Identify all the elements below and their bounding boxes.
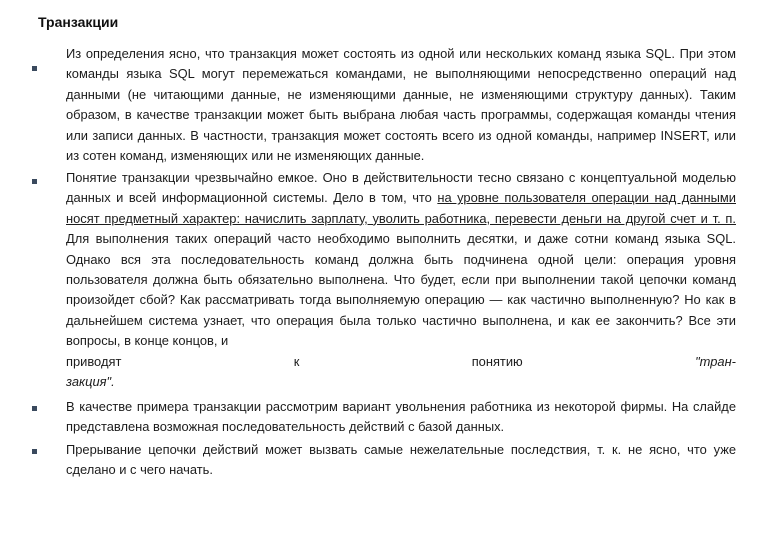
bullet-marker-icon (32, 179, 37, 184)
spread-word: к (293, 353, 300, 369)
bullet-marker-icon (32, 66, 37, 71)
bullet-marker-icon (32, 406, 37, 411)
bullet-text-start: Понятие транзакции чрезвычайно емкое. Оно в действительности тесно связано с концептуальной моделью данных и всей информационной системы. Дело в том, что (66, 170, 736, 206)
slide-title: Транзакции (38, 14, 119, 30)
bullet-text-continued: Для выполнения таких операций часто необходимо выполнить десятки, и даже сотни команд языка SQL. Однако вся эта последовательность команд должна быть подчинена одной цели: операция уровня пользователя должна быть обязательно выполнена. Что будет, если при выполнении такой цепочки команд произойдет сбой? Как рассматривать тогда выполняемую операцию — как частично выполненную? Но как в дальнейшем система узнает, что операция была только частично выполнена, и как ее закончить? Все эти вопросы, в конце концов, и (66, 231, 736, 349)
spread-line (66, 352, 736, 372)
spread-word: понятию (471, 353, 523, 369)
bullet-text: Прерывание цепочки действий может вызвать самые нежелательные последствия, т. к. не ясно, что уже сделано и с чего начать. (66, 442, 736, 478)
spread-word: "тран- (695, 353, 736, 369)
bullet-text (66, 168, 736, 392)
underlined-phrase: на уровне пользователя операции над данными носят предметный характер: начислить зарплату, уволить работника, перевести деньги на другой счет и т. п. (66, 190, 736, 226)
bullet-marker-icon (32, 449, 37, 454)
bullet-text: Из определения ясно, что транзакция может состоять из одной или нескольких команд языка SQL. При этом команды языка SQL могут перемежаться командами, не выполняющими непосредственно операций над данными (не читающими данные, не изменяющими данные, не изменяющими структуру данных). Таким образом, в качестве транзакции может быть выбрана любая часть программы, содержащая команды чтения или записи данных. В частности, транзакция может состоять всего из одной команды, например INSERT, или из сотен команд, изменяющих или не изменяющих данные. (66, 46, 736, 164)
bullet-text: В качестве примера транзакции рассмотрим вариант увольнения работника из некоторой фирмы. На слайде представлена возможная последовательность действий с базой данных. (66, 399, 736, 435)
last-line: закция". (66, 374, 115, 390)
spread-word: приводят (66, 353, 122, 369)
